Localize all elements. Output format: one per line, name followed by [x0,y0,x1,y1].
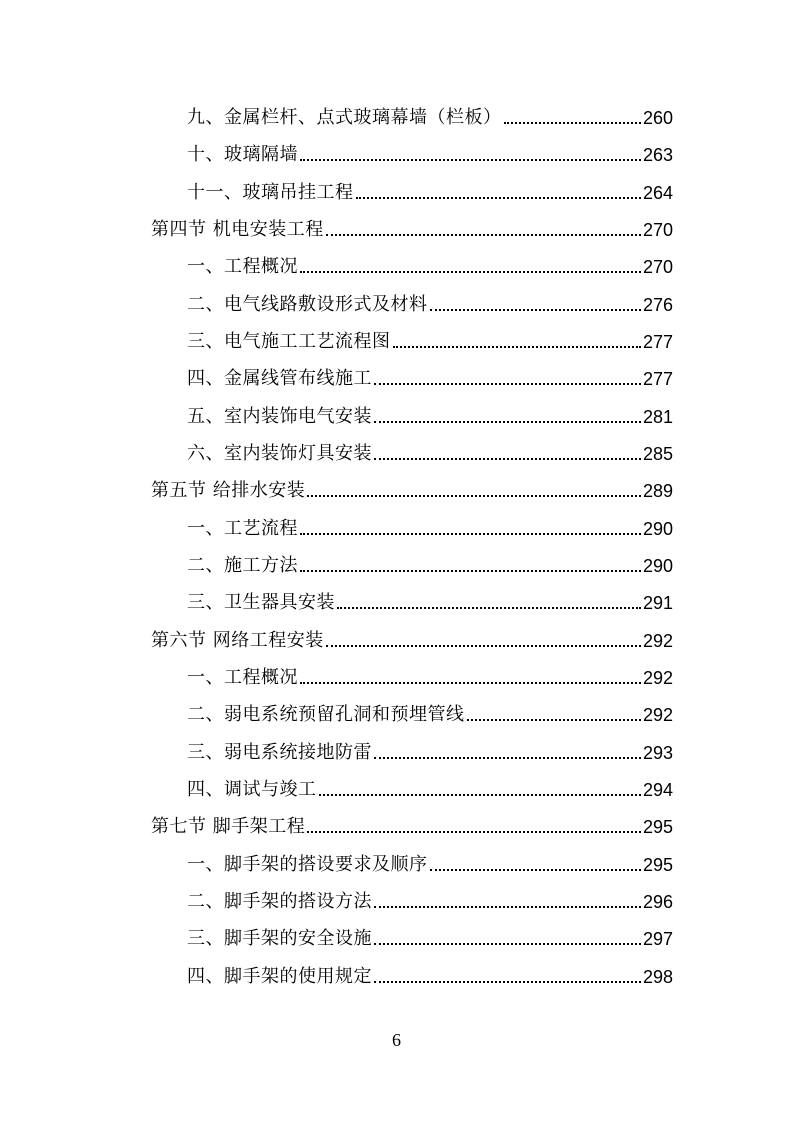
toc-entry[interactable] [187,959,673,989]
dot-leader [326,645,641,647]
toc-entry-title: 第六节 网络工程安装 [151,630,324,651]
toc-entry[interactable] [187,175,673,205]
toc-entry-title: 二、脚手架的搭设方法 [187,891,372,912]
dot-leader [393,346,641,348]
toc-entry[interactable] [187,548,673,578]
page-number: 6 [392,1030,401,1050]
toc-entry[interactable] [187,361,673,391]
toc-entry-title: 第四节 机电安装工程 [151,219,324,240]
toc-entry-title: 一、工程概况 [187,256,298,277]
toc-entry-title: 一、工艺流程 [187,518,298,539]
toc-entry-title: 一、脚手架的搭设要求及顺序 [187,854,428,875]
toc-entry-page: 270 [642,257,673,277]
dot-leader [319,794,641,796]
toc-entry[interactable] [187,287,673,317]
toc-entry-page: 294 [642,780,673,800]
toc-entry-title: 三、弱电系统接地防雷 [187,742,372,763]
dot-leader [374,757,641,759]
toc-entry-page: 298 [642,967,673,987]
toc-entry[interactable] [187,511,673,541]
toc-entry-title: 四、脚手架的使用规定 [187,966,372,987]
toc-entry-title: 一、工程概况 [187,667,298,688]
toc-entry-page: 296 [642,892,673,912]
toc-entry[interactable] [187,884,673,914]
dot-leader [300,271,641,273]
toc-entry-page: 293 [642,743,673,763]
toc-entry-page: 270 [642,220,673,240]
dot-leader [467,719,641,721]
toc-entry-title: 五、室内装饰电气安装 [187,406,372,427]
toc-entry-page: 292 [642,668,673,688]
toc-entry-page: 297 [642,929,673,949]
dot-leader [300,533,641,535]
toc-entry-page: 277 [642,369,673,389]
toc-entry-title: 十、玻璃隔墙 [187,144,298,165]
dot-leader [307,495,641,497]
toc-entry[interactable] [187,324,673,354]
toc-entry-page: 290 [642,556,673,576]
dot-leader [504,122,641,124]
toc-entry-title: 第七节 脚手架工程 [151,816,306,837]
toc-entry-title: 三、电气施工工艺流程图 [187,331,391,352]
toc-entry[interactable] [187,772,673,802]
toc-section-entry[interactable] [151,623,673,653]
toc-entry-title: 十一、玻璃吊挂工程 [187,182,354,203]
toc-entry-title: 三、卫生器具安装 [187,592,335,613]
toc-entry-page: 281 [642,407,673,427]
toc-entry[interactable] [187,697,673,727]
toc-entry[interactable] [187,137,673,167]
toc-entry-page: 295 [642,855,673,875]
toc-entry-page: 295 [642,817,673,837]
toc-entry-page: 289 [642,481,673,501]
toc-section-entry[interactable] [151,809,673,839]
toc-entry-page: 263 [642,145,673,165]
toc-entry[interactable] [187,847,673,877]
toc-entry[interactable] [187,585,673,615]
toc-section-entry[interactable] [151,473,673,503]
toc-entry-title: 四、金属线管布线施工 [187,368,372,389]
toc-entry[interactable] [187,921,673,951]
toc-entry-title: 九、金属栏杆、点式玻璃幕墙（栏板） [187,107,502,128]
toc-entry-title: 二、施工方法 [187,555,298,576]
dot-leader [430,869,641,871]
toc-entry-page: 292 [642,705,673,725]
toc-entry-title: 四、调试与竣工 [187,779,317,800]
toc-entry-page: 264 [642,183,673,203]
dot-leader [374,943,641,945]
toc-section-entry[interactable] [151,212,673,242]
toc-entry[interactable] [187,100,673,130]
toc-entry-page: 292 [642,631,673,651]
dot-leader [300,570,641,572]
toc-entry-page: 291 [642,593,673,613]
dot-leader [326,234,641,236]
toc-entry-title: 六、室内装饰灯具安装 [187,443,372,464]
dot-leader [374,383,641,385]
dot-leader [374,421,641,423]
toc-entry-title: 第五节 给排水安装 [151,480,306,501]
toc-entry[interactable] [187,660,673,690]
toc-entry[interactable] [187,436,673,466]
dot-leader [300,159,641,161]
dot-leader [374,458,641,460]
toc-entry-title: 三、脚手架的安全设施 [187,928,372,949]
toc-entry-page: 290 [642,519,673,539]
toc-entry-page: 285 [642,444,673,464]
toc-entry[interactable] [187,399,673,429]
dot-leader [356,197,641,199]
toc-entry-title: 二、弱电系统预留孔洞和预埋管线 [187,704,465,725]
dot-leader [430,309,641,311]
toc-entry-page: 277 [642,332,673,352]
dot-leader [307,831,641,833]
toc-entry[interactable] [187,735,673,765]
dot-leader [374,906,641,908]
dot-leader [337,607,641,609]
toc-entry-title: 二、电气线路敷设形式及材料 [187,294,428,315]
toc-entry-page: 276 [642,295,673,315]
dot-leader [300,682,641,684]
toc-entry[interactable] [187,249,673,279]
toc-entry-page: 260 [642,108,673,128]
dot-leader [374,981,641,983]
